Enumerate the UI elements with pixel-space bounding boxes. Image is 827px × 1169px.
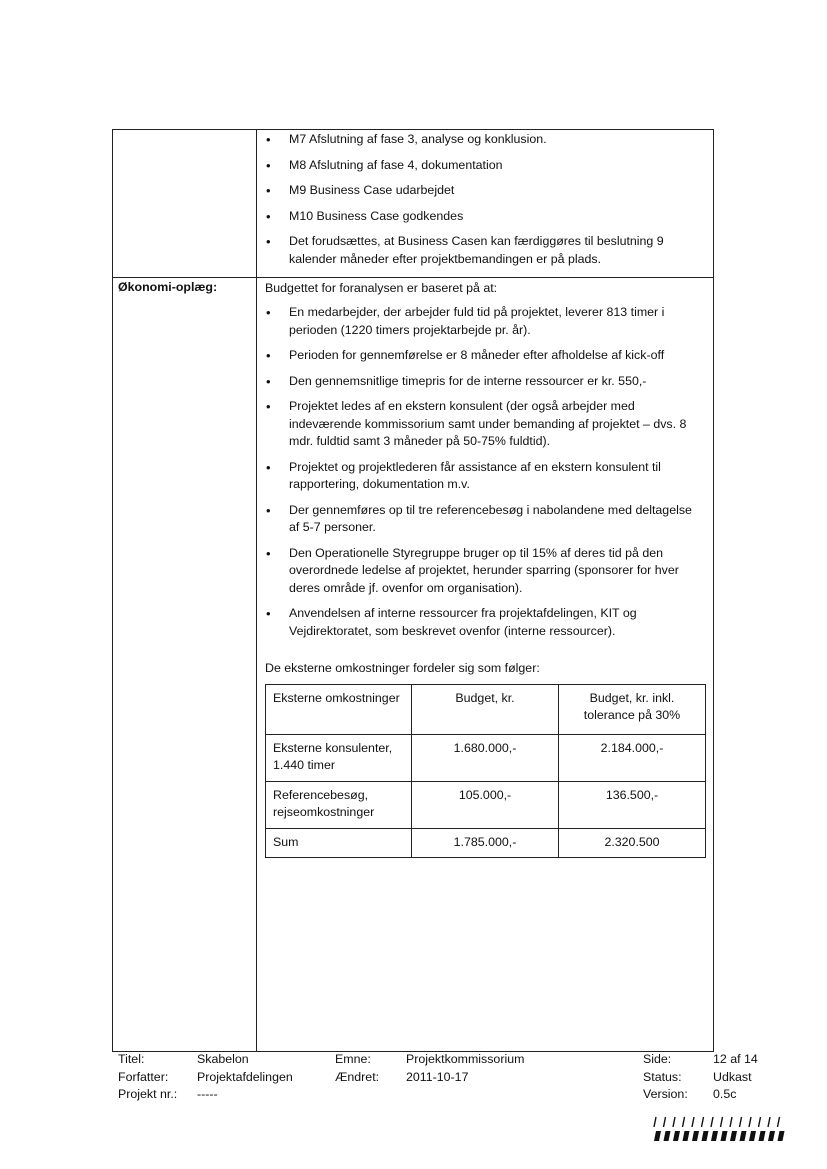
table-header-row bbox=[266, 685, 706, 735]
list-item: • Projektet og projektlederen får assistance af en ekstern konsulent til rapportering, dokumentation m.v. bbox=[263, 459, 705, 494]
barcode-bar bbox=[702, 1131, 709, 1141]
projekt-value: ----- bbox=[197, 1087, 218, 1101]
table-cell: 105.000,- bbox=[412, 782, 559, 829]
column-divider bbox=[256, 129, 257, 1051]
budget-intro: Budgettet for foranalysen er baseret på at: bbox=[265, 281, 498, 295]
side-value: 12 af 14 bbox=[713, 1052, 758, 1066]
version-label: Version: bbox=[643, 1087, 688, 1101]
table-header-cell: Budget, kr. bbox=[412, 685, 559, 735]
list-item: • Den Operationelle Styregruppe bruger op til 15% af deres tid på den overordnede ledelse af projektet, herunder sparring (sponsorer for hver deres område jf. ovenfor om organisation). bbox=[263, 545, 705, 598]
table-cell: 2.320.500 bbox=[559, 829, 706, 858]
barcode-stroke bbox=[673, 1117, 675, 1127]
table-cell: Sum bbox=[266, 829, 412, 858]
budget-section-label: Økonomi-oplæg: bbox=[118, 280, 218, 294]
titel-label: Titel: bbox=[118, 1052, 145, 1066]
table-cell: 2.184.000,- bbox=[559, 735, 706, 782]
list-item: • M9 Business Case udarbejdet bbox=[263, 182, 703, 200]
milestone-list bbox=[263, 131, 703, 268]
titel-value: Skabelon bbox=[197, 1052, 249, 1066]
barcode-bar bbox=[711, 1131, 718, 1141]
barcode-stroke bbox=[749, 1117, 751, 1127]
forfatter-label: Forfatter: bbox=[118, 1069, 169, 1084]
table-cell: 136.500,- bbox=[559, 782, 706, 829]
barcode-stroke bbox=[759, 1117, 761, 1127]
list-item: • En medarbejder, der arbejder fuld tid på projektet, leverer 813 timer i perioden (1220 timers projektarbejde pr. år). bbox=[263, 304, 705, 339]
table-cell: Referencebesøg, rejseomkostninger bbox=[266, 782, 412, 829]
barcode-bar bbox=[730, 1131, 737, 1141]
table-cell: Eksterne konsulenter, 1.440 timer bbox=[266, 735, 412, 782]
table-row bbox=[266, 735, 706, 782]
footer-col-2-labels bbox=[335, 1051, 379, 1086]
barcode-stroke bbox=[711, 1117, 713, 1127]
barcode-bar bbox=[768, 1131, 775, 1141]
barcode-bar bbox=[683, 1131, 690, 1141]
aendret-value: 2011-10-17 bbox=[406, 1069, 469, 1084]
version-value: 0.5c bbox=[713, 1087, 737, 1101]
barcode-bar bbox=[692, 1131, 699, 1141]
table-cell: 1.785.000,- bbox=[412, 829, 559, 858]
barcode-stroke bbox=[778, 1117, 780, 1127]
emne-label: Emne: bbox=[335, 1052, 371, 1066]
barcode-bar bbox=[759, 1131, 766, 1141]
barcode-mark bbox=[650, 1115, 790, 1145]
list-item: • M10 Business Case godkendes bbox=[263, 208, 703, 226]
barcode-stroke bbox=[702, 1117, 704, 1127]
table-intro: De eksterne omkostninger fordeler sig som følger: bbox=[265, 661, 540, 675]
assumption-list bbox=[263, 304, 705, 640]
list-item: • Den gennemsnitlige timepris for de interne ressourcer er kr. 550,- bbox=[263, 373, 705, 391]
footer-col-3-labels bbox=[643, 1051, 688, 1104]
barcode-bar bbox=[749, 1131, 756, 1141]
barcode-bar bbox=[740, 1131, 747, 1141]
cost-table bbox=[265, 684, 706, 858]
aendret-label: Ændret: bbox=[335, 1069, 380, 1084]
list-item: • M7 Afslutning af fase 3, analyse og konklusion. bbox=[263, 131, 703, 149]
list-item: • Anvendelsen af interne ressourcer fra projektafdelingen, KIT og Vejdirektoratet, som beskrevet ovenfor (interne ressourcer). bbox=[263, 605, 705, 640]
list-item: • Perioden for gennemførelse er 8 måneder efter afholdelse af kick-off bbox=[263, 347, 705, 365]
list-item: • Der gennemføres op til tre referencebesøg i nabolandene med deltagelse af 5-7 personer. bbox=[263, 502, 705, 537]
forfatter-value: Projektafdelingen bbox=[197, 1069, 293, 1084]
barcode-bar bbox=[654, 1131, 661, 1141]
barcode-stroke bbox=[654, 1117, 656, 1127]
row-divider bbox=[112, 277, 713, 278]
barcode-bar bbox=[778, 1131, 785, 1141]
list-item: • Det forudsættes, at Business Casen kan færdiggøres til beslutning 9 kalender måneder efter projektbemandingen er på plads. bbox=[263, 233, 703, 268]
barcode-stroke bbox=[730, 1117, 732, 1127]
barcode-bar bbox=[664, 1131, 671, 1141]
barcode-stroke bbox=[768, 1117, 770, 1127]
barcode-bar bbox=[673, 1131, 680, 1141]
table-cell: 1.680.000,- bbox=[412, 735, 559, 782]
barcode-stroke bbox=[721, 1117, 723, 1127]
footer-col-1-values bbox=[197, 1051, 293, 1104]
side-label: Side: bbox=[643, 1052, 672, 1066]
footer-col-1-labels bbox=[118, 1051, 177, 1104]
barcode-stroke bbox=[664, 1117, 666, 1127]
table-header-cell: Eksterne omkostninger bbox=[266, 685, 412, 735]
barcode-stroke bbox=[683, 1117, 685, 1127]
table-row bbox=[266, 782, 706, 829]
status-label: Status: bbox=[643, 1069, 682, 1084]
barcode-bar bbox=[721, 1131, 728, 1141]
emne-value: Projektkommissorium bbox=[406, 1052, 525, 1066]
table-header-cell: Budget, kr. inkl. tolerance på 30% bbox=[559, 685, 706, 735]
footer-col-3-values bbox=[713, 1051, 758, 1104]
list-item: • Projektet ledes af en ekstern konsulent (der også arbejder med indeværende kommissorium samt under bemanding af projektet – dvs. 8 mdr. fuldtid samt 3 måneder på 50-75% fuldtid). bbox=[263, 398, 705, 451]
table-row bbox=[266, 829, 706, 858]
status-value: Udkast bbox=[713, 1069, 752, 1084]
barcode-stroke bbox=[740, 1117, 742, 1127]
barcode-stroke bbox=[692, 1117, 694, 1127]
projekt-label: Projekt nr.: bbox=[118, 1087, 178, 1101]
list-item: • M8 Afslutning af fase 4, dokumentation bbox=[263, 157, 703, 175]
footer-col-2-values bbox=[406, 1051, 524, 1086]
